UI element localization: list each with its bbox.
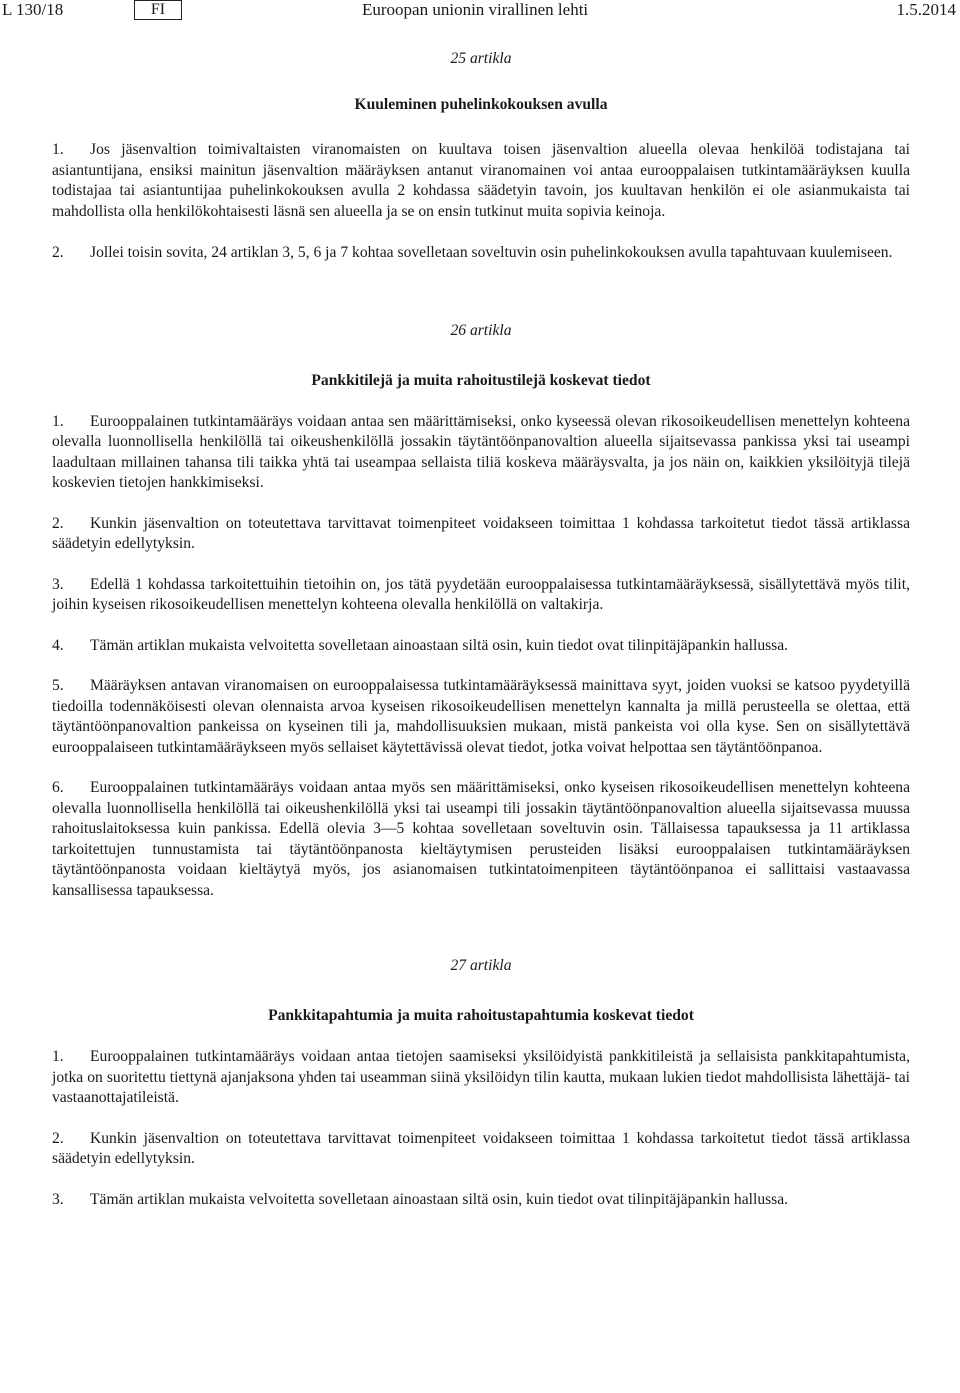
paragraph-text: Jos jäsenvaltion toimivaltaisten viranomaisten on kuultava toisen jäsenvaltion alueella olevaa henkilöä todistajana tai asiantuntijana, ensiksi mainitun jäsenvaltion määräyksen antanut viranomainen voi antaa eurooppalaisen tutkintamääräyksen kuulla todistajaa tai asiantuntijaa puhelinkokouksen avulla 2 kohdassa säädetyin tavoin, jos kuultavan henkilön ei ole asianmukaista tai mahdollista olla henkilökohtaisesti läsnä sen alueella ja se on ensin tutkinut muita sopivia keinoja.	[52, 141, 910, 220]
paragraph	[52, 575, 910, 616]
paragraph	[52, 1190, 910, 1211]
paragraph-text: Määräyksen antavan viranomaisen on eurooppalaisessa tutkintamääräyksessä mainittava syyt, joiden vuoksi se katsoo pyydetyillä tiedoilla todennäköisesti olevan olennaista arvoa kyseisen rikosoikeudellisen menettelyn kannalta ja millä perusteella se olettaa, että täytäntöönpanovaltion pankeissa on kyseinen tili ja, mahdollisuuksien mukaan, mistä pankeista voi olla kyse. Sen on sisällytettävä eurooppalaiseen tutkintamääräykseen myös sellaiset käytettävissä olevat tiedot, jotka voivat helpottaa sen täytäntöönpanoa.	[52, 677, 910, 756]
paragraph-text: Kunkin jäsenvaltion on toteutettava tarvittavat toimenpiteet voidakseen toimittaa 1 kohdassa tarkoitetut tiedot tässä artiklassa säädetyin edellytyksin.	[52, 1129, 910, 1167]
paragraph	[52, 514, 910, 555]
paragraph-number: 4.	[52, 636, 64, 654]
publication-date: 1.5.2014	[896, 0, 956, 19]
paragraph-number: 2.	[52, 1129, 64, 1147]
paragraph-text: Kunkin jäsenvaltion on toteutettava tarvittavat toimenpiteet voidakseen toimittaa 1 kohdassa tarkoitetut tiedot tässä artiklassa säädetyin edellytyksin.	[52, 514, 910, 552]
paragraph	[52, 676, 910, 758]
paragraph-text: Tämän artiklan mukaista velvoitetta sovelletaan ainoastaan siltä osin, kuin tiedot ovat tilinpitäjäpankin hallussa.	[90, 1190, 789, 1208]
page-header	[0, 0, 960, 30]
paragraph-number: 5.	[52, 677, 64, 694]
article-25	[52, 46, 910, 264]
paragraph-number: 3.	[52, 1190, 64, 1208]
paragraph-text: Eurooppalainen tutkintamääräys voidaan antaa myös sen määrittämiseksi, onko kyseisen rikosoikeudellisen menettelyn kohteena olevalla luonnollisella henkilöllä tai oikeushenkilöllä yksi tai useampi tili jossakin täytäntöönpanovaltion alueella sijaitsevassa muussa rahoituslaitoksessa kuin pankissa. Edellä olevia 3—5 kohtaa sovelletaan soveltuvin osin. Tällaisessa tapauksessa ja 11 artiklassa tarkoitettujen tunnustamista tai täytäntöönpanosta kieltäytymisen perusteiden lisäksi eurooppalaisen tutkintamääräyksen täytäntöönpanosta voidaan kieltäytyä myös, jos asianomaisen tutkintatoimenpiteen täytäntöönpanoa ei sallittaisi vastaavassa kansallisessa tapauksessa.	[52, 779, 910, 899]
language-code-box: FI	[134, 0, 182, 20]
paragraph-text: Edellä 1 kohdassa tarkoitettuihin tietoihin on, jos tätä pyydetään eurooppalaisessa tutkintamääräyksessä, sisällytettävä myös tilit, joihin kyseisen rikosoikeudellisen menettelyn kohteena olevalla henkilöllä on valtakirja.	[52, 575, 910, 613]
article-number: 27 artikla	[450, 957, 512, 974]
paragraph-text: Jollei toisin sovita, 24 artiklan 3, 5, 6 ja 7 kohtaa sovelletaan soveltuvin osin puhelinkokouksen avulla tapahtuvaan kuulemiseen.	[90, 244, 893, 261]
article-title: Pankkitapahtumia ja muita rahoitustapahtumia koskevat tiedot	[268, 1007, 694, 1024]
article-number: 25 artikla	[450, 50, 512, 67]
paragraph-text: Tämän artiklan mukaista velvoitetta sovelletaan ainoastaan siltä osin, kuin tiedot ovat tilinpitäjäpankin hallussa.	[90, 636, 789, 654]
paragraph	[52, 1047, 910, 1109]
paragraph-text: Eurooppalainen tutkintamääräys voidaan antaa sen määrittämiseksi, onko kyseessä olevan rikosoikeudellisen menettelyn kohteena olevalla luonnollisella henkilöllä tai oikeushenkilöllä jossakin täytäntöönpanovaltion alueella sijaitsevassa pankissa yksi tai useampi laadultaan millainen tahansa tili taikka yhtä tai useampaa sellaista tiliä koskeva määräysvalta, ja jos näin on, kaikkien yksilöityjä tilejä koskevien tietojen hankkimiseksi.	[52, 412, 910, 491]
article-27	[52, 953, 910, 1210]
paragraph-number: 6.	[52, 779, 64, 796]
paragraph-number: 1.	[52, 141, 64, 158]
paragraph	[52, 778, 910, 901]
paragraph	[52, 243, 910, 264]
journal-title: Euroopan unionin virallinen lehti	[362, 0, 589, 19]
paragraph-text: Eurooppalainen tutkintamääräys voidaan antaa tietojen saamiseksi yksilöidyistä pankkitileistä ja sellaisista pankkitapahtumista, jotka on suoritettu tiettynä ajanjaksona yhden tai useamman siinä yksilöidyn tilin kautta, mukaan lukien tiedot mahdollisista lähettäjä- tai vastaanottajatileistä.	[52, 1048, 910, 1106]
paragraph	[52, 412, 910, 494]
document-body	[52, 40, 910, 1210]
article-26	[52, 318, 910, 902]
paragraph-number: 2.	[52, 244, 64, 261]
paragraph-number: 1.	[52, 412, 64, 430]
paragraph-number: 3.	[52, 575, 64, 593]
paragraph	[52, 636, 910, 657]
paragraph-number: 2.	[52, 514, 64, 532]
paragraph	[52, 1129, 910, 1170]
article-title: Pankkitilejä ja muita rahoitustilejä koskevat tiedot	[311, 371, 651, 389]
article-number: 26 artikla	[450, 321, 512, 339]
article-title: Kuuleminen puhelinkokouksen avulla	[354, 96, 608, 113]
paragraph	[52, 140, 910, 222]
paragraph-number: 1.	[52, 1048, 64, 1065]
page-reference: L 130/18	[2, 0, 64, 19]
